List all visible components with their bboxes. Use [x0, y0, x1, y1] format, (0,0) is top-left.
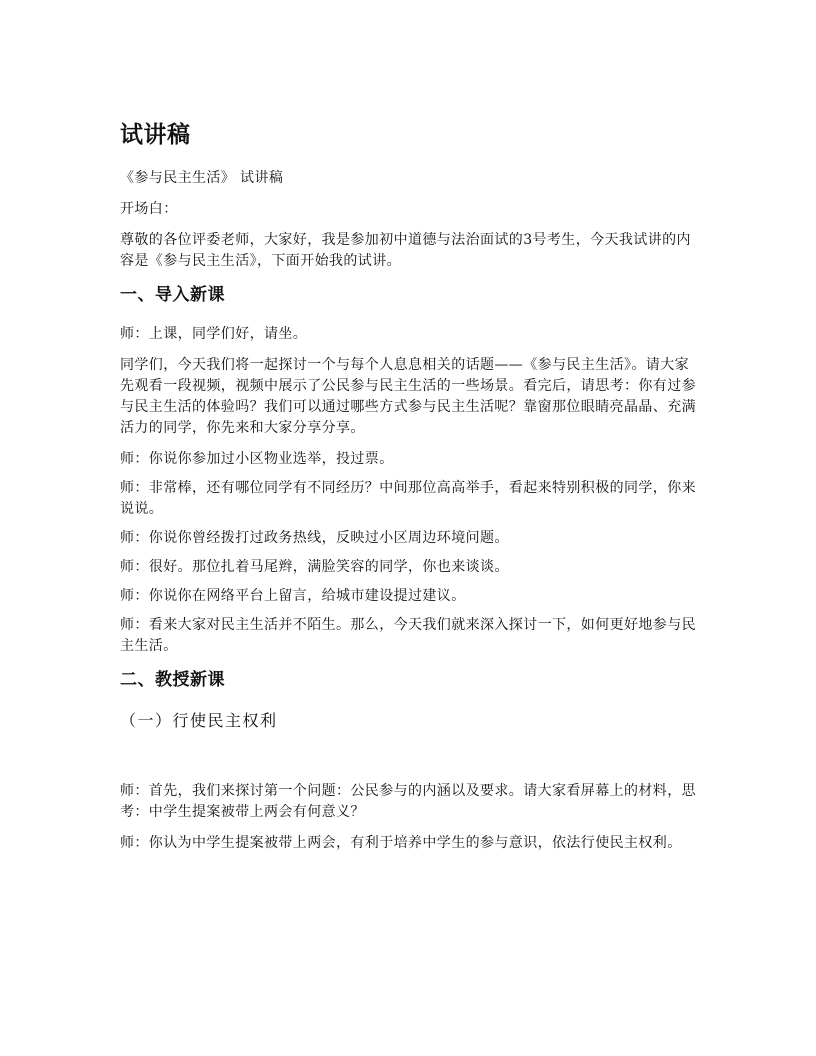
paragraph: 师：很好。那位扎着马尾辫，满脸笑容的同学，你也来谈谈。 [120, 559, 509, 575]
paragraph: 师：上课，同学们好，请坐。 [120, 326, 308, 342]
paragraph: 师：你说你在网络平台上留言，给城市建设提过建议。 [120, 588, 466, 604]
section-heading-intro: 一、导入新课 [120, 285, 225, 305]
paragraph: 师：你认为中学生提案被带上两会，有利于培养中学生的参与意识，依法行使民主权利。 [120, 835, 682, 851]
document-title: 试讲稿 [120, 122, 191, 148]
opening-paragraph: 尊敬的各位评委老师，大家好，我是参加初中道德与法治面试的3号考生，今天我试讲的内容是《参与民主生活》，下面开始我的试讲。 [120, 232, 691, 269]
document-page [120, 118, 700, 864]
opening-label: 开场白： [120, 201, 178, 217]
paragraph: 师：首先，我们来探讨第一个问题：公民参与的内涵以及要求。请大家看屏幕上的材料，思考：中学生提案被带上两会有何意义？ [120, 783, 696, 820]
paragraph: 师：你说你曾经拨打过政务热线，反映过小区周边环境问题。 [120, 530, 509, 546]
subsection-heading: （一）行使民主权利 [120, 711, 278, 730]
section-heading-teaching: 二、教授新课 [120, 670, 225, 690]
document-subtitle: 《参与民主生活》 试讲稿 [120, 170, 284, 186]
paragraph: 师：你说你参加过小区物业选举，投过票。 [120, 451, 394, 467]
paragraph: 师：非常棒，还有哪位同学有不同经历？中间那位高高举手，看起来特别积极的同学，你来说说。 [120, 480, 696, 517]
paragraph: 师：看来大家对民主生活并不陌生。那么，今天我们就来深入探讨一下，如何更好地参与民主生活。 [120, 617, 696, 654]
paragraph: 同学们，今天我们将一起探讨一个与每个人息息相关的话题——《参与民主生活》。请大家先观看一段视频，视频中展示了公民参与民主生活的一些场景。看完后，请思考：你有过参与民主生活的体验吗？我们可以通过哪些方式参与民主生活呢？靠窗那位眼睛亮晶晶、充满活力的同学，你先来和大家分享分享。 [120, 357, 696, 436]
